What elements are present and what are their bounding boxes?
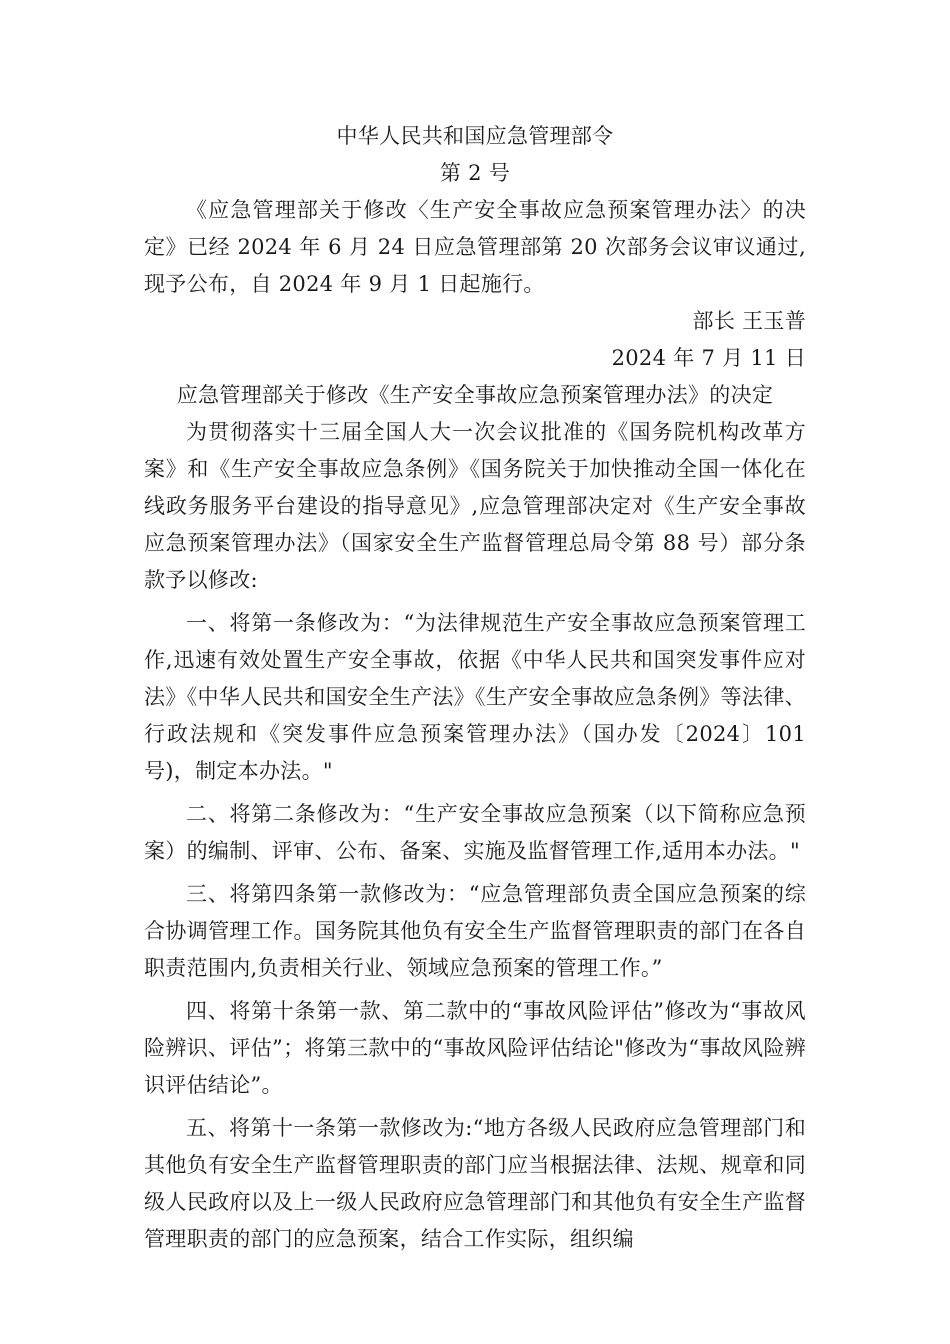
decision-item: 二、将第二条修改为：“生产安全事故应急预案（以下简称应急预案）的编制、评审、公布、备案、实施及监督管理工作,适用本办法。" [144, 802, 806, 863]
order-date: 2024 年 7 月 11 日 [611, 346, 806, 370]
decision-item: 五、将第十一条第一款修改为:“地方各级人民政府应急管理部门和其他负有安全生产监督管理职责的部门应当根据法律、法规、规章和同级人民政府以及上一级人民政府应急管理部门和其他负有安全生产监督管理职责的部门的应急预案，结合工作实际，组织编 [144, 1116, 806, 1251]
decision-title: 应急管理部关于修改《生产安全事故应急预案管理办法》的决定 [176, 383, 774, 407]
document-body [144, 118, 806, 1258]
decision-item: 三、将第四条第一款修改为：“应急管理部负责全国应急预案的综合协调管理工作。国务院其他负有安全生产监督管理职责的部门在各自职责范围内,负责相关行业、领域应急预案的管理工作。” [144, 882, 806, 980]
decision-intro: 为贯彻落实十三届全国人大一次会议批准的《国务院机构改革方案》和《生产安全事故应急条例》《国务院关于加快推动全国一体化在线政务服务平台建设的指导意见》,应急管理部决定对《生产安全事故应急预案管理办法》（国家安全生产监督管理总局令第 88 号）部分条款予以修改: [144, 420, 806, 592]
order-signatory: 部长 王玉普 [692, 309, 806, 333]
decision-item: 四、将第十条第一款、第二款中的“事故风险评估”修改为“事故风险辨识、评估”；将第三款中的“事故风险评估结论"修改为“事故风险辨识评估结论”。 [144, 999, 806, 1097]
order-issuer: 中华人民共和国应急管理部令 [336, 124, 614, 148]
order-announcement: 《应急管理部关于修改〈生产安全事故应急预案管理办法〉的决定》已经 2024 年 6 月 24 日应急管理部第 20 次部务会议审议通过,现予公布，自 2024 年 9 月 1 日起施行。 [144, 198, 806, 296]
order-number: 第 2 号 [439, 161, 511, 185]
decision-item: 一、将第一条修改为：“为法律规范生产安全事故应急预案管理工作,迅速有效处置生产安全事故，依据《中华人民共和国突发事件应对法》《中华人民共和国安全生产法》《生产安全事故应急条例》等法律、行政法规和《突发事件应急预案管理办法》（国办发〔2024〕101 号)，制定本办法。" [144, 611, 806, 783]
